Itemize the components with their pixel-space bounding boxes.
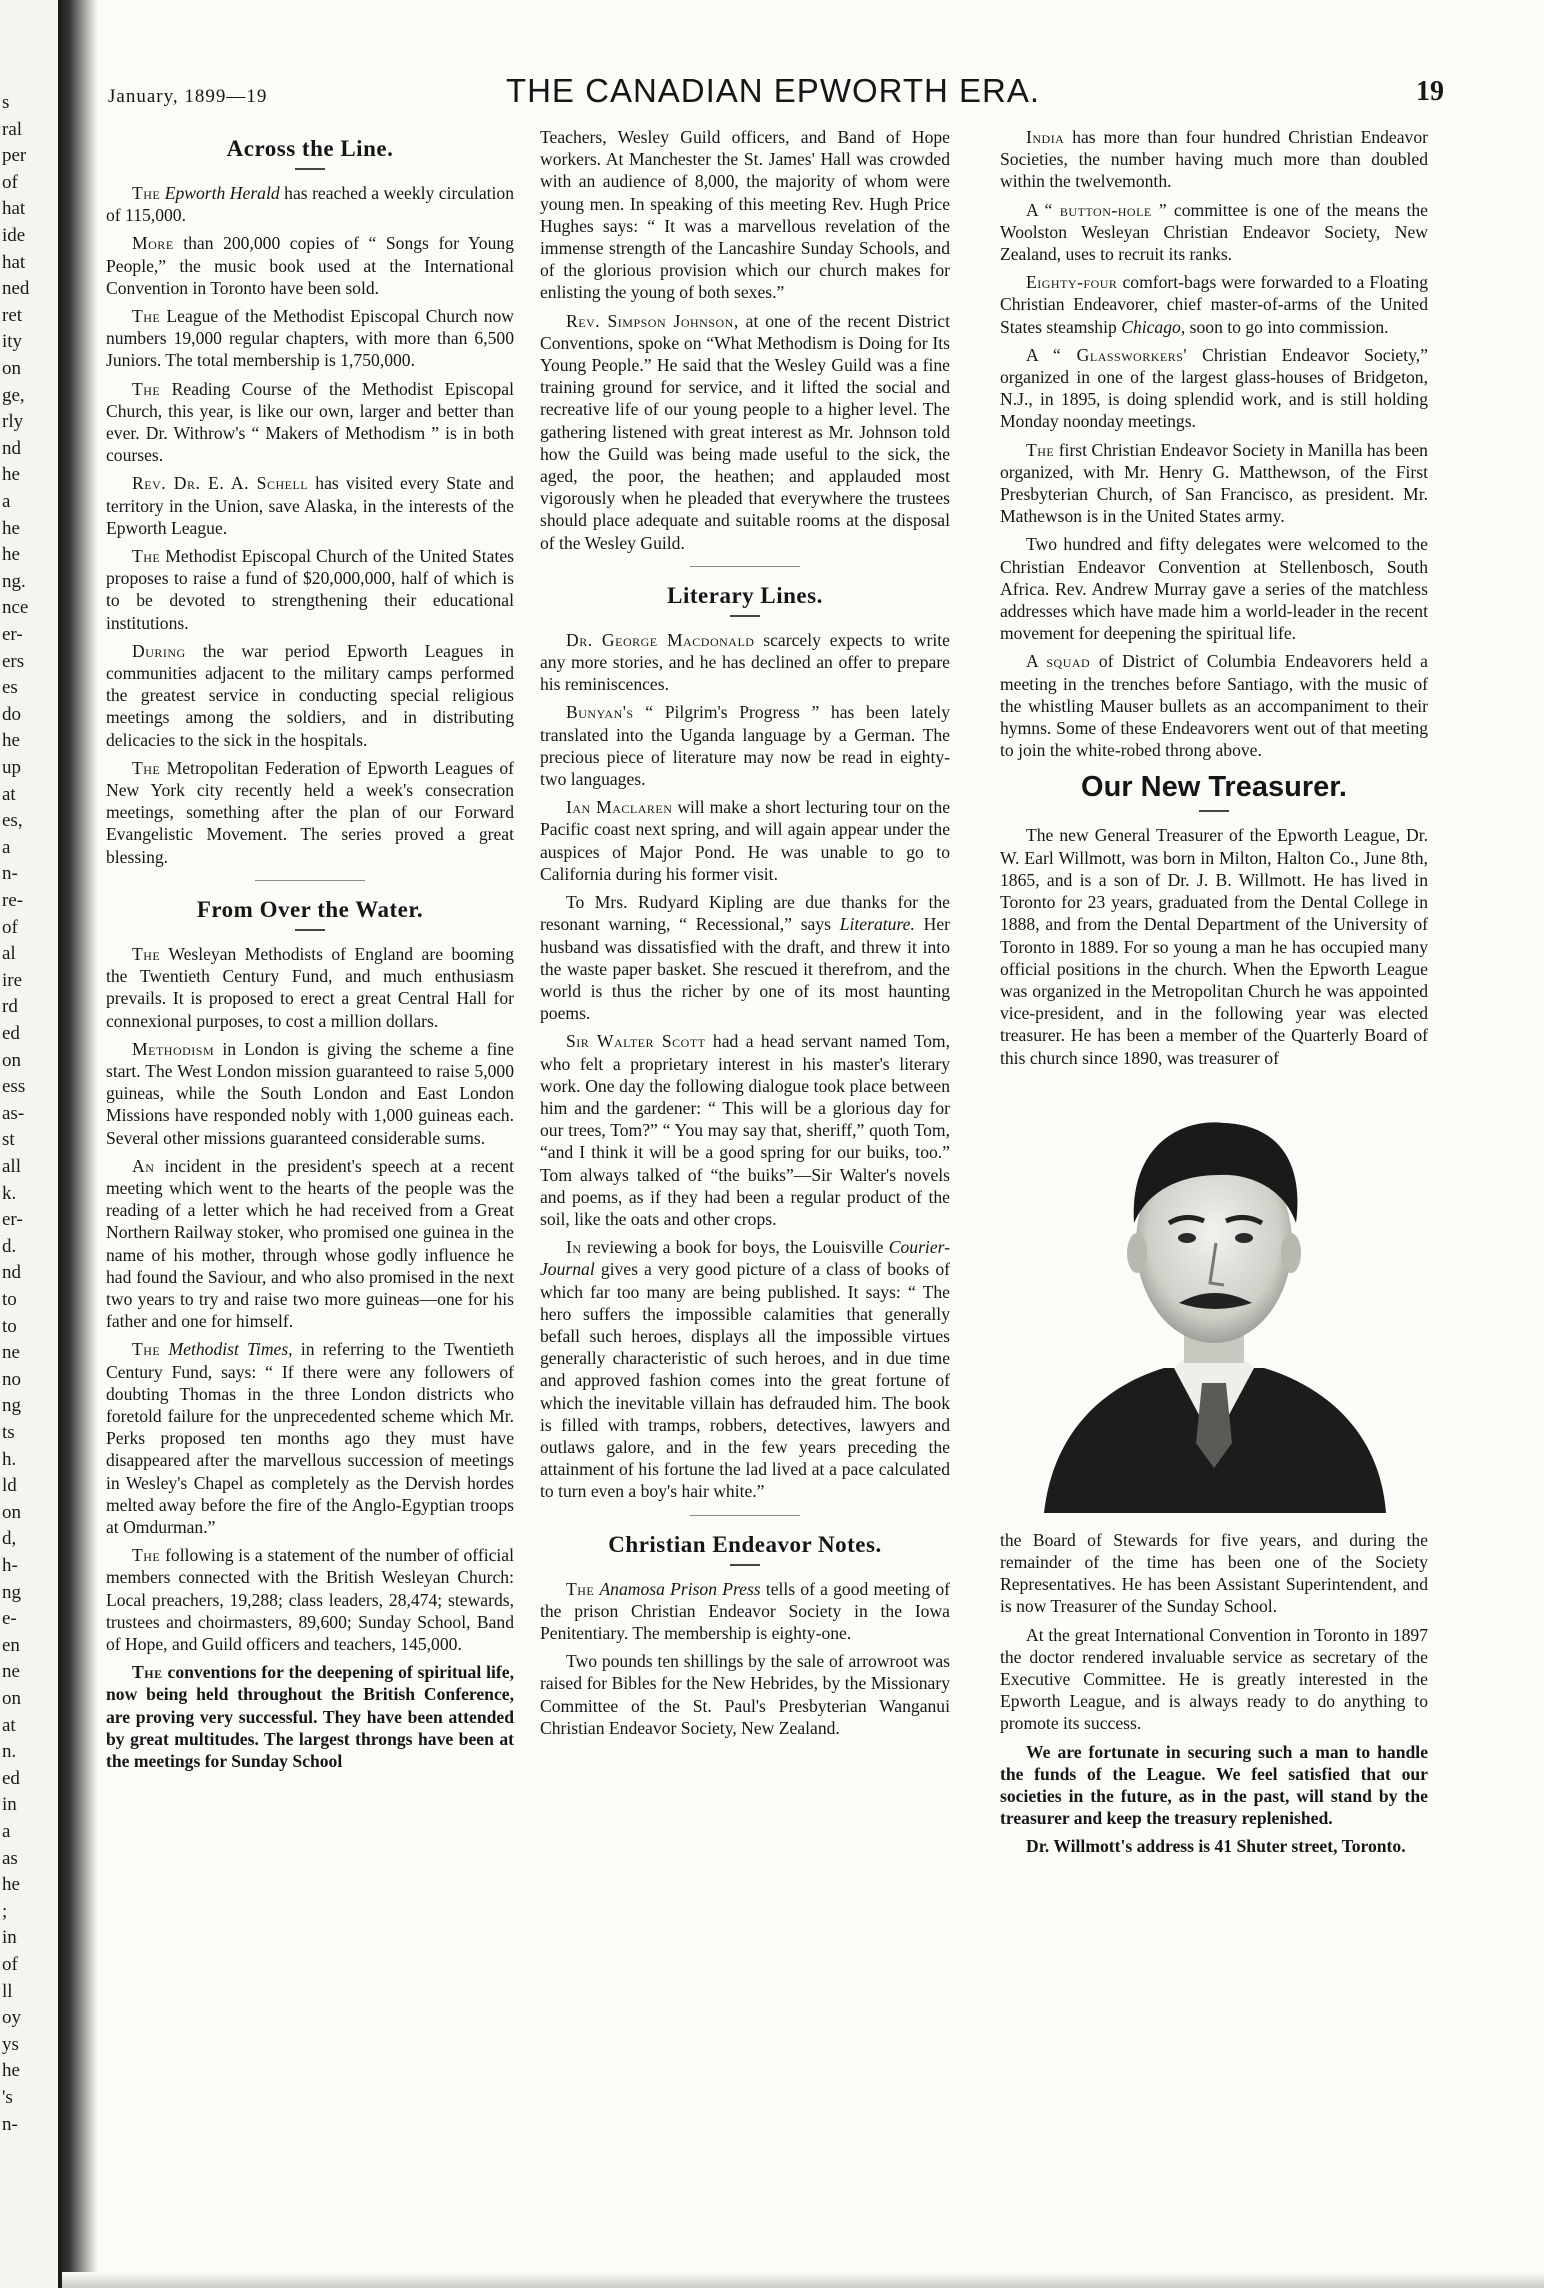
section-separator [255,880,365,881]
facing-page-fragment: ng [2,1582,21,1603]
facing-page-fragment: of [2,1954,18,1975]
facing-page-fragment: d. [2,1236,17,1257]
paragraph: The Reading Course of the Methodist Episcopal Church, this year, is like our own, larger and better than ever. Dr. Withrow's “ Makers of Methodism ” is in both courses. [106,378,514,466]
page-bottom-edge [62,2272,1544,2288]
paragraph: To Mrs. Rudyard Kipling are due thanks for the resonant warning, “ Recessional,” says Literature. Her husband was dissatisfied with the draft, and threw it into the waste paper basket. She rescued it therefrom, and the world is thus the richer by one of its most haunting poems. [540,892,950,1024]
page-number: 19 [1416,76,1444,107]
facing-page-fragment: in [2,1927,17,1948]
facing-page-fragment: ned [2,278,30,299]
facing-page-fragment: oy [2,2007,21,2028]
facing-page-fragment: no [2,1369,21,1390]
facing-page-fragment: as- [2,1103,25,1124]
facing-page-fragment: rly [2,411,24,432]
masthead-title: THE CANADIAN EPWORTH ERA. [505,72,1041,109]
paragraph: The following is a statement of the number of official members connected with the British Wesleyan Church: Local preachers, 19,288; class leaders, 28,474; stewards, trustees and choirmasters, 89,600; Sunday School, Band of Hope, and Guild officers and teachers, 145,000. [106,1545,514,1654]
heading-rule [295,929,325,931]
paragraph: During the war period Epworth Leagues in communities adjacent to the military camps performed the greatest service in conducting special religious meetings among the soldiers, and in distributing delicacies to the sick in the hospitals. [106,640,514,750]
facing-page-fragment: hat [2,252,26,273]
facing-page-fragment: en [2,1635,20,1656]
section-heading-our-new-treasurer: Our New Treasurer. [1081,771,1347,804]
facing-page-fragment: he [2,518,20,539]
facing-page-fragment: a [2,1821,11,1842]
facing-page-fragment: ; [2,1901,8,1922]
portrait-photo [1034,1083,1394,1513]
facing-page-fragment: on [2,1050,21,1071]
paragraph: The conventions for the deepening of spiritual life, now being held throughout the British Conference, are proving very successful. They have been attended by great multitudes. The largest throngs have been at the meetings for Sunday School [106,1662,514,1771]
facing-page-fragment: he [2,544,20,565]
paragraph: The League of the Methodist Episcopal Church now numbers 19,000 regular chapters, with more than 6,500 Juniors. The total membership is 1,750,000. [106,306,514,371]
facing-page-fragment: es, [2,810,23,831]
paragraph: The Methodist Episcopal Church of the United States proposes to raise a fund of $20,000,000, half of which is to be devoted to strengthening their educational institutions. [106,546,514,633]
section-heading-across-the-line: Across the Line. [226,136,394,161]
facing-page-fragment: as [2,1848,18,1869]
paragraph: Rev. Dr. E. A. Schell has visited every State and territory in the Union, save Alaska, in the interests of the Epworth League. [106,473,514,538]
paragraph: The Epworth Herald has reached a weekly circulation of 115,000. [106,183,515,226]
facing-page-fragment: he [2,1874,20,1895]
facing-page-fragment: n- [2,2114,18,2135]
facing-page-fragment: nce [2,597,29,618]
facing-page-fragment: ess [2,1076,26,1097]
column-2 [540,126,950,1745]
paragraph: The new General Treasurer of the Epworth League, Dr. W. Earl Willmott, was born in Milton, Halton Co., June 8th, 1865, and is a son of Dr. J. B. Willmott. He has lived in Toronto for 23 years, graduated from the Dental College in 1888, and from the Dental Department of the University of Toronto in 1889. For so young a man he has occupied many official positions in the church. When the Epworth League was organized in the Metropolitan Church he was appointed vice-president, and in the following year was elected treasurer. He has been a member of the Quarterly Board of this church since 1890, was treasurer of [1000,825,1428,1068]
column-1 [106,126,514,1778]
facing-page-fragment: n- [2,863,18,884]
column-3 [1000,126,1428,1864]
paragraph: The first Christian Endeavor Society in Manilla has been organized, with Mr. Henry G. Matthewson, of the First Presbyterian Church, of San Francisco, as president. Mr. Mathewson is in the United States army. [1000,439,1428,527]
paragraph: Dr. George Macdonald scarcely expects to write any more stories, and he has declined an offer to prepare his reminiscences. [540,629,950,695]
facing-page-fragment: d, [2,1528,17,1549]
paragraph: Two pounds ten shillings by the sale of arrowroot was raised for Bibles for the New Hebrides, by the Missionary Committee of the St. Paul's Presbyterian Wanganui Christian Endeavor Society, New Zealand. [540,1651,950,1738]
facing-page-fragment: ne [2,1661,20,1682]
facing-page-fragment: a [2,837,11,858]
facing-page-fragment: on [2,358,21,379]
facing-page-fragment: ld [2,1475,17,1496]
facing-page-fragment: er- [2,1209,23,1230]
facing-page-fragment: ys [2,2034,19,2055]
heading-rule [295,168,325,170]
heading-rule [730,1564,760,1566]
facing-page-fragment: ide [2,225,26,246]
facing-page-fragment: he [2,730,20,751]
facing-page-fragment: h. [2,1449,17,1470]
paragraph: A squad of District of Columbia Endeavorers held a meeting in the trenches before Santiago, with the music of the whistling Mauser bullets as an accompaniment to their hymns. Some of these Endeavorers went out of that meeting to join the white-robed throng above. [1000,651,1428,761]
facing-page-fragment: es [2,677,18,698]
facing-page-fragment: in [2,1794,17,1815]
paragraph: Ian Maclaren will make a short lecturing tour on the Pacific coast next spring, and will again appear under the auspices of Major Pond. He was unable to go to California during his former visit. [540,797,951,884]
facing-page-fragment: ire [2,970,23,991]
facing-page-fragment: ity [2,331,23,352]
paragraph: Sir Walter Scott had a head servant named Tom, who felt a proprietary interest in his master's literary work. One day the following dialogue took place between him and the gardener: “ This will be a glorious day for our trees, Tom?” “ You may say that, sheriff,” quoth Tom, “and I think it will be a good spring for our buiks, too.” Tom always talked of “the buiks”—Sir Walter's novels and poems, as if they had been a regular product of the soil, like the oats and other crops. [540,1031,951,1229]
section-heading-christian-endeavor-notes: Christian Endeavor Notes. [608,1531,882,1557]
section-heading-from-over-the-water: From Over the Water. [196,896,424,922]
section-heading-literary-lines: Literary Lines. [667,582,823,608]
facing-page-fragment: ed [2,1023,20,1044]
paragraph: The Anamosa Prison Press tells of a good meeting of the prison Christian Endeavor Society in the Iowa Penitentiary. The membership is eighty-one. [540,1578,951,1643]
facing-page-fragment: nd [2,438,21,459]
facing-page-fragment: st [2,1129,15,1150]
paragraph: An incident in the president's speech at a recent meeting which went to the hearts of the people was the reading of a letter which he had received from a Great Northern Railway stoker, who promised one guinea in the name of his mother, through whose godly influence he had found the Saviour, and who also promised in the next two years to try and raise two more guineas—one for his father and one for himself. [106,1155,514,1332]
facing-page-fragment: er- [2,624,23,645]
paragraph: India has more than four hundred Christian Endeavor Societies, the number having much more than doubled within the twelvemonth. [1000,127,1428,192]
facing-page-fragment: ll [2,1981,13,2002]
heading-rule [1199,810,1229,812]
page-header [108,68,1444,118]
facing-page-fragment: 's [2,2087,13,2108]
facing-page-fragment: up [2,757,21,778]
facing-page-fragment: at [2,1715,16,1736]
facing-page-fragment: ng [2,1395,21,1416]
facing-page-fragment: all [2,1156,21,1177]
facing-page-fragment: he [2,2060,20,2081]
facing-page-fragment: hat [2,198,26,219]
facing-page-fragment: ers [2,651,25,672]
facing-page-fragment: of [2,917,18,938]
paragraph: Teachers, Wesley Guild officers, and Band of Hope workers. At Manchester the St. James' Hall was crowded with an audience of 8,000, the majority of whom were young men. In speaking of this meeting Rev. Hugh Price Hughes says: “ It was a marvellous revelation of the immense strength of the Lancashire Sunday Schools, and of the glorious provision which our church makes for enlisting the young of both sexes.” [540,127,950,303]
section-separator [690,1515,800,1516]
facing-page-fragment: per [2,145,27,166]
paragraph: The Wesleyan Methodists of England are booming the Twentieth Century Fund, and much enthusiasm prevails. It is proposed to erect a great Central Hall for connexional purposes, to cost a million dollars. [106,943,514,1031]
paragraph: Two hundred and fifty delegates were welcomed to the Christian Endeavor Convention at Stellenbosch, South Africa. Rev. Andrew Murray gave a series of the matchless addresses which have made him a world-leader in the recent movement for deepening the spiritual life. [1000,534,1428,644]
facing-page-fragment: e- [2,1608,17,1629]
facing-page-fragment: ts [2,1422,15,1443]
facing-page-fragment: of [2,172,18,193]
paragraph: The Metropolitan Federation of Epworth Leagues of New York city recently held a week's consecration meetings, something after the plan of our Forward Evangelistic Movement. The series proved a great blessing. [106,757,514,867]
paragraph: Bunyan's “ Pilgrim's Progress ” has been lately translated into the Uganda language by a German. The precious piece of literature may now be read in eighty-two languages. [540,702,950,790]
facing-page-fragment: ret [2,305,23,326]
facing-page-fragment: ng. [2,571,26,592]
paragraph: A “ button-hole ” committee is one of the means the Woolston Wesleyan Christian Endeavor Society, New Zealand, uses to recruit its ranks. [1000,199,1428,265]
facing-page-fragment: ne [2,1342,20,1363]
heading-rule [730,615,760,617]
facing-page-fragment: on [2,1688,21,1709]
binding-gutter [58,0,98,2288]
facing-page-fragment: on [2,1502,21,1523]
facing-page-fragment: k. [2,1183,17,1204]
header-date-page: January, 1899—19 [108,86,268,107]
paragraph: Rev. Simpson Johnson, at one of the recent District Conventions, spoke on “What Methodism is Doing for Its Young People.” He said that the Wesley Guild was a fine training ground for service, and it lifted the social and recreative life of our young people to a higher level. The gathering listened with great interest as Mr. Johnson told how the Guild was being made useful to the sick, the aged, the poor, the heathen; and applauded most vigorously when he pleaded that everywhere the trustees should place adequate and suitable rooms at the disposal of the Wesley Guild. [540,310,950,553]
paragraph: We are fortunate in securing such a man to handle the funds of the League. We feel satisfied that our societies in the future, as in the past, will stand by the treasurer and keep the treasury replenished. [1000,1741,1428,1829]
facing-page-fragment: he [2,464,20,485]
facing-page-strip [0,0,58,2288]
paragraph: Methodism in London is giving the scheme a fine start. The West London mission guaranteed to raise 5,000 guineas, while the South London and East London Missions have responded nobly with 1,000 guineas each. Several other missions guaranteed considerable sums. [106,1038,514,1148]
paragraph: At the great International Convention in Toronto in 1897 the doctor rendered invaluable service as secretary of the Executive Committee. He is greatly interested in the Epworth League, and is always ready to do anything to promote its success. [1000,1624,1428,1734]
paragraph: Dr. Willmott's address is 41 Shuter street, Toronto. [1026,1836,1406,1857]
paragraph: The Methodist Times, in referring to the Twentieth Century Fund, says: “ If there were any followers of doubting Thomas in the three London districts who foretold failure for the unprecedented scheme which Mr. Perks proposed ten months ago they must have disappeared after the marvellous succession of meetings in Wesley's Chapel as completely as the Dervish hordes melted away before the fire of the Anglo-Egyptian troops at Omdurman.” [106,1339,514,1537]
facing-page-fragment: ed [2,1768,20,1789]
facing-page-fragment: ge, [2,385,25,406]
facing-page-fragment: at [2,784,16,805]
paragraph: the Board of Stewards for five years, and during the remainder of the time has been one of the Society Representatives. He has been Assistant Superintendent, and is now Treasurer of the Sunday School. [1000,1529,1428,1617]
paragraph: A “ Glassworkers' Christian Endeavor Society,” organized in one of the largest glass-houses of Bridgeton, N.J., in 1895, is doing splendid work, and is still holding Monday noonday meetings. [1000,344,1428,432]
facing-page-fragment: n. [2,1741,17,1762]
facing-page-fragment: rd [2,996,18,1017]
facing-page-fragment: ral [2,119,23,140]
facing-page-fragment: do [2,704,21,725]
facing-page-fragment: to [2,1316,17,1337]
facing-page-fragment: al [2,943,16,964]
facing-page-fragment: to [2,1289,17,1310]
facing-page-fragment: a [2,491,11,512]
facing-page-fragment: s [2,92,10,113]
section-separator [690,566,800,567]
facing-page-fragment: h- [2,1555,18,1576]
facing-page-fragment: re- [2,890,24,911]
paragraph: In reviewing a book for boys, the Louisville Courier-Journal gives a very good picture of a class of books of which far too many are being published. It says: “ The hero suffers the impossible calamities that generally befall such heroes, displays all the impossible virtues generally characteristic of such heroes, and in due time and approved fashion comes into the great fortune of which the inevitable villain has defrauded him. The book is filled with tramps, robbers, detectives, lawyers and outlaws galore, and in the few years preceding the attainment of his fortune the lad lived at a pace calculated to turn even a boy's hair white.” [540,1237,950,1502]
paragraph: Eighty-four comfort-bags were forwarded to a Floating Christian Endeavorer, chief master-of-arms of the United States steamship Chicago, soon to go into commission. [1000,272,1428,337]
paragraph: More than 200,000 copies of “ Songs for Young People,” the music book used at the International Convention in Toronto have been sold. [106,233,514,298]
facing-page-fragment: nd [2,1262,21,1283]
